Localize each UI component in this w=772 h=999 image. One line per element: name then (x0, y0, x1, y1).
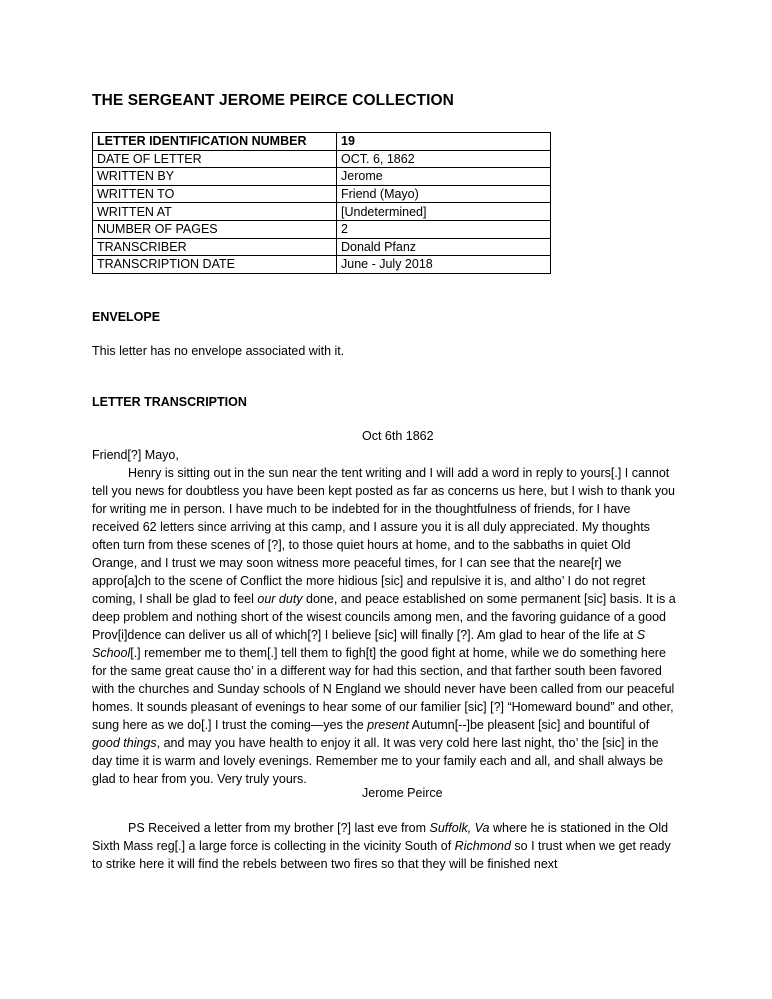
page-title: THE SERGEANT JEROME PEIRCE COLLECTION (92, 92, 454, 109)
letter-info-table (92, 132, 551, 274)
info-label: NUMBER OF PAGES (93, 220, 337, 238)
text-run: where he is stationed in the Old Sixth Mass reg[.] a large force is collecting in the vicinity South of (92, 821, 669, 853)
italic-text: Richmond (454, 839, 511, 853)
info-value: [Undetermined] (337, 203, 551, 221)
info-label: DATE OF LETTER (93, 150, 337, 168)
info-label: WRITTEN TO (93, 185, 337, 203)
envelope-heading: ENVELOPE (92, 310, 161, 324)
envelope-text: This letter has no envelope associated with it. (92, 344, 345, 358)
info-row (93, 256, 551, 274)
letter-info-table-body (93, 133, 551, 274)
info-value: Friend (Mayo) (337, 185, 551, 203)
info-row (93, 133, 551, 151)
italic-text: present (367, 718, 409, 732)
signature: Jerome Peirce (362, 786, 443, 800)
info-value: June - July 2018 (337, 256, 551, 274)
italic-text: S School (92, 628, 646, 660)
info-value: OCT. 6, 1862 (337, 150, 551, 168)
info-row (93, 220, 551, 238)
info-label: TRANSCRIBER (93, 238, 337, 256)
text-run: , and may you have health to enjoy it all. It was very cold here last night, tho’ the [sic] in the day time it is warm and lovely evenings. Remember me to your family each and all, and shall always be glad to hear from you. Very truly yours. (92, 736, 664, 786)
italic-text: our duty (257, 592, 303, 606)
italic-text: good things (92, 736, 157, 750)
info-label: WRITTEN AT (93, 203, 337, 221)
info-label: WRITTEN BY (93, 168, 337, 186)
postscript (92, 819, 678, 873)
info-value: 19 (337, 133, 551, 151)
salutation: Friend[?] Mayo, (92, 448, 179, 462)
text-run: Autumn[--]be pleasent [sic] and bountiful of (408, 718, 650, 732)
info-label: TRANSCRIPTION DATE (93, 256, 337, 274)
italic-text: Suffolk, Va (429, 821, 490, 835)
text-run: [.] remember me to them[.] tell them to figh[t] the good fight at home, while we do something here for the same great cause tho’ in a different way for had this section, and that farther south been favored with the churches and Sunday schools of N England we should never have been called from our peaceful homes. It sounds pleasant of evenings to hear some of our familier [sic] [?] “Homeward bound” and other, sung here as we do[.] I trust the coming—yes the (92, 646, 675, 732)
text-run: done, and peace established on some permanent [sic] basis. It is a deep problem and nothing short of the wisest councils among men, and the favoring guidance of a good Prov[i]dence can deliver us all of which[?] I believe [sic] will finally [?]. Am glad to hear of the life at (92, 592, 676, 642)
info-row (93, 150, 551, 168)
info-value: Jerome (337, 168, 551, 186)
info-value: Donald Pfanz (337, 238, 551, 256)
info-row (93, 238, 551, 256)
text-run: PS Received a letter from my brother [?] last eve from (128, 821, 430, 835)
info-value: 2 (337, 220, 551, 238)
letter-text (92, 446, 678, 788)
letter-date: Oct 6th 1862 (362, 429, 434, 443)
info-row (93, 203, 551, 221)
transcription-heading: LETTER TRANSCRIPTION (92, 395, 247, 409)
letter-body (92, 464, 678, 788)
info-row (93, 185, 551, 203)
text-run: so I trust when we get ready to strike here it will find the rebels between two fires so that they will be finished next (92, 839, 671, 871)
text-run: Henry is sitting out in the sun near the tent writing and I will add a word in reply to yours[.] I cannot tell you news for doubtless you have been kept posted as far as concerns us here, but I wish to thank you for writing me in person. I have much to be indebted for in the thoughtfulness of friends, for I have received 62 letters since arriving at this camp, and I assure you it is all duly appreciated. My thoughts often turn from these scenes of [?], to those quiet hours at home, and to the sabbaths in quiet Old Orange, and I trust we may soon witness more peaceful times, for I can see that the neare[r] we appro[a]ch to the scene of Conflict the more hidious [sic] and repulsive it is, and altho’ I do not regret coming, I shall be glad to feel (92, 466, 675, 606)
info-label: LETTER IDENTIFICATION NUMBER (93, 133, 337, 151)
info-row (93, 168, 551, 186)
